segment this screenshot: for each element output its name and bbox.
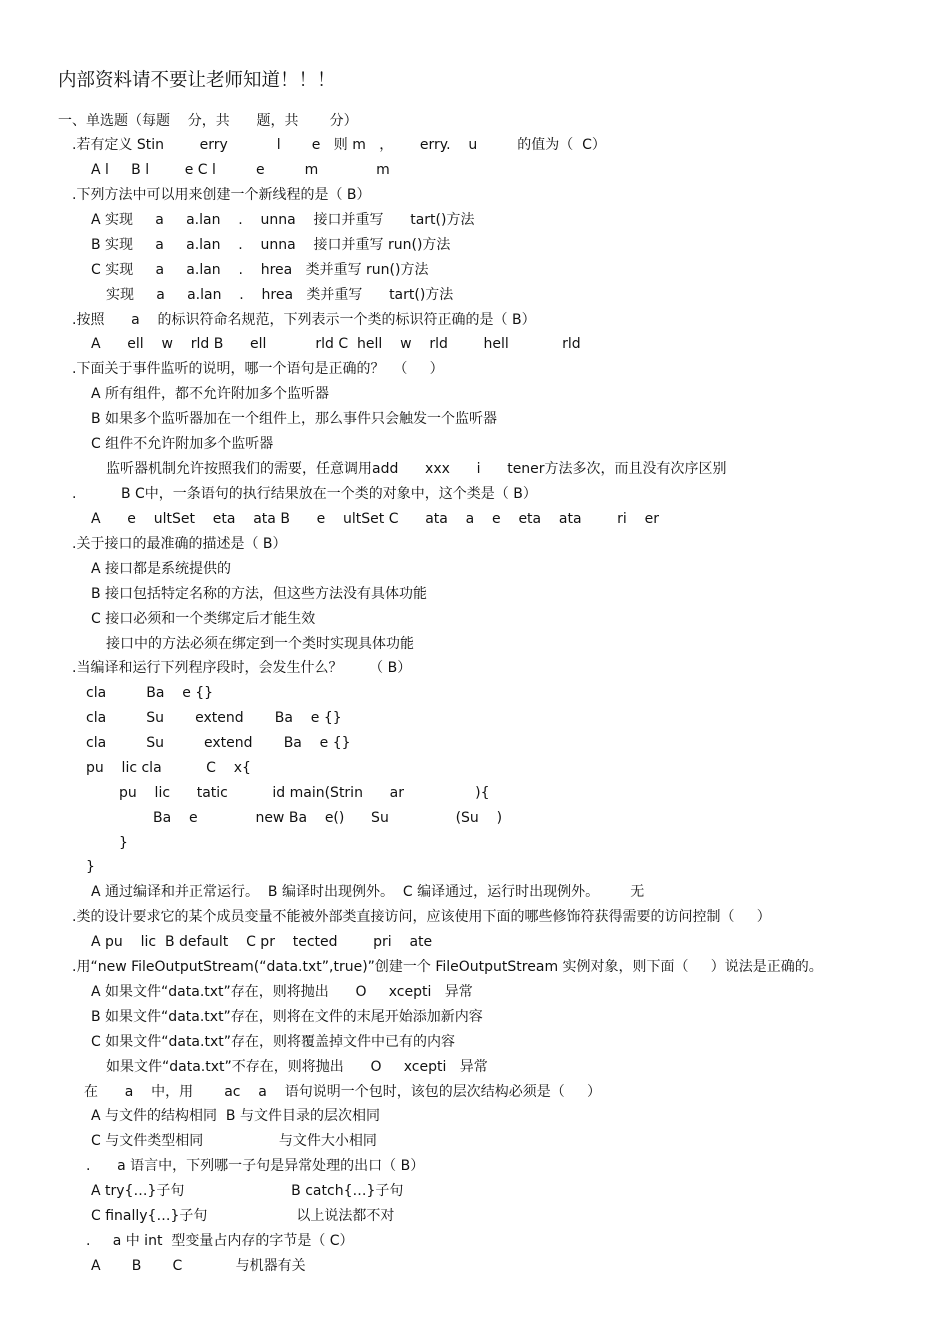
option-line: A ell w rld B ell rld C hell w rld hell rld [91,336,581,352]
code-line: pu lic cla C x{ [86,760,251,776]
document-title: 内部资料请不要让老师知道！！！ [58,70,336,91]
option-line: A 通过编译和并正常运行。 B 编译时出现例外。 C 编译通过，运行时出现例外。 无 [91,884,645,900]
option-line: 如果文件“data.txt”不存在，则将抛出 O xcepti 异常 [106,1059,488,1075]
code-line: cla Su extend Ba e {} [86,710,342,726]
option-line: A 实现 a a.lan . unna 接口并重写 tart()方法 [91,212,475,228]
option-line: C 实现 a a.lan . hrea 类并重写 run()方法 [91,262,429,278]
option-line: 接口中的方法必须在绑定到一个类时实现具体功能 [106,636,414,652]
question-line: .关于接口的最准确的描述是（ B） [72,536,287,552]
question-line: .当编译和运行下列程序段时，会发生什么？ （ B） [72,660,412,676]
question-line: .类的设计要求它的某个成员变量不能被外部类直接访问，应该使用下面的哪些修饰符获得需要的访问控制（ ） [72,909,771,925]
question-line: . B C中，一条语句的执行结果放在一个类的对象中，这个类是（ B） [72,486,537,502]
option-line: C 接口必须和一个类绑定后才能生效 [91,611,316,627]
option-line: 监听器机制允许按照我们的需要，任意调用add xxx i tener方法多次，而且没有次序区别 [106,461,727,477]
option-line: B 如果文件“data.txt”存在，则将在文件的末尾开始添加新内容 [91,1009,483,1025]
question-line: .若有定义 Stin erry l e 则 m ， erry. u 的值为（ C） [72,137,606,153]
option-line: A pu lic B default C pr tected pri ate [91,934,433,950]
option-line: B 接口包括特定名称的方法，但这些方法没有具体功能 [91,586,428,602]
option-line: C finally{…}子句 以上说法都不对 [91,1208,395,1224]
question-line: .按照 a 的标识符命名规范，下列表示一个类的标识符正确的是（ B） [72,312,536,328]
option-line: C 如果文件“data.txt”存在，则将覆盖掉文件中已有的内容 [91,1034,455,1050]
question-line: . a 中 int 型变量占内存的字节是（ C） [86,1233,354,1249]
option-line: C 组件不允许附加多个监听器 [91,436,274,452]
code-line: } [86,859,95,875]
option-line: A 与文件的结构相同 B 与文件目录的层次相同 [91,1108,380,1124]
option-line: A try{…}子句 B catch{…}子句 [91,1183,404,1199]
question-line: . a 语言中，下列哪一子句是异常处理的出口（ B） [86,1158,425,1174]
option-line: C 与文件类型相同 与文件大小相同 [91,1133,377,1149]
code-line: } [119,835,128,851]
option-line: 实现 a a.lan . hrea 类并重写 tart()方法 [106,287,454,303]
option-line: A B C 与机器有关 [91,1258,306,1274]
option-line: A l B l e C l e m m [91,162,390,178]
code-line: pu lic tatic id main(Strin ar ){ [119,785,490,801]
question-line: .下列方法中可以用来创建一个新线程的是（ B） [72,187,371,203]
option-line: B 实现 a a.lan . unna 接口并重写 run()方法 [91,237,451,253]
option-line: B 如果多个监听器加在一个组件上，那么事件只会触发一个监听器 [91,411,498,427]
option-line: A 所有组件，都不允许附加多个监听器 [91,386,330,402]
code-line: cla Su extend Ba e {} [86,735,351,751]
option-line: A e ultSet eta ata B e ultSet C ata a e eta ata ri er [91,511,659,527]
question-line: .用“new FileOutputStream(“data.txt”,true)”创建一个 FileOutputStream 实例对象，则下面（ ）说法是正确的。 [72,959,823,975]
section-heading: 一、单选题（每题 分，共 题，共 分） [58,113,358,129]
option-line: A 接口都是系统提供的 [91,561,232,577]
question-line: .下面关于事件监听的说明，哪一个语句是正确的？ （ ） [72,361,444,377]
code-line: Ba e new Ba e() Su (Su ) [153,810,503,826]
option-line: A 如果文件“data.txt”存在，则将抛出 O xcepti 异常 [91,984,473,1000]
question-line: 在 a 中，用 ac a 语句说明一个包时，该包的层次结构必须是（ ） [84,1084,601,1100]
code-line: cla Ba e {} [86,685,214,701]
